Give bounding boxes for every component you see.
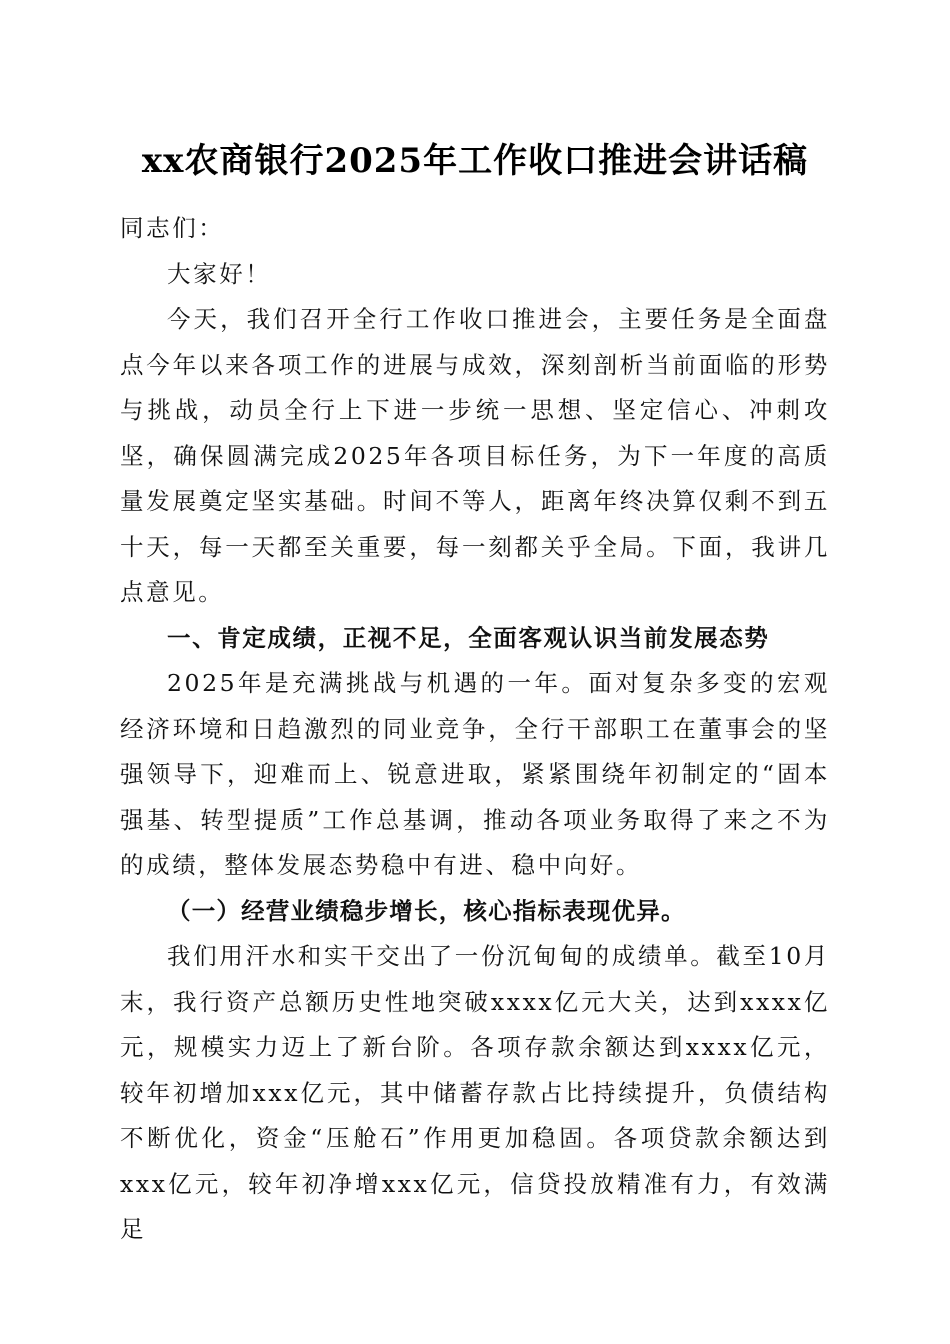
subsection-heading-1: （一）经营业绩稳步增长，核心指标表现优异。 [167, 896, 686, 925]
document-body [120, 206, 830, 1253]
subsection-1-paragraph: 我们用汗水和实干交出了一份沉甸甸的成绩单。截至10月末，我行资产总额历史性地突破xxxx亿元大关，达到xxxx亿元，规模实力迈上了新台阶。各项存款余额达到xxxx亿元，较年初增加xxx亿元，其中储蓄存款占比持续提升，负债结构不断优化，资金“压舱石”作用更加稳固。各项贷款余额达到xxx亿元，较年初净增xxx亿元，信贷投放精准有力，有效满足 [120, 942, 830, 1243]
section-1-paragraph: 2025年是充满挑战与机遇的一年。面对复杂多变的宏观经济环境和日趋激烈的同业竞争，全行干部职工在董事会的坚强领导下，迎难而上、锐意进取，紧紧围绕年初制定的“固本强基、转型提质”工作总基调，推动各项业务取得了来之不为的成绩，整体发展态势稳中有进、稳中向好。 [120, 669, 830, 879]
intro-paragraph: 今天，我们召开全行工作收口推进会，主要任务是全面盘点今年以来各项工作的进展与成效，深刻剖析当前面临的形势与挑战，动员全行上下进一步统一思想、坚定信心、冲刺攻坚，确保圆满完成2025年各项目标任务，为下一年度的高质量发展奠定坚实基础。时间不等人，距离年终决算仅剩不到五十天，每一天都至关重要，每一刻都关乎全局。下面，我讲几点意见。 [120, 305, 830, 606]
greeting: 大家好！ [167, 259, 272, 288]
document-title: xx农商银行2025年工作收口推进会讲话稿 [141, 141, 809, 181]
section-heading-1: 一、肯定成绩，正视不足，全面客观认识当前发展态势 [167, 623, 770, 652]
salutation: 同志们： [120, 214, 225, 242]
